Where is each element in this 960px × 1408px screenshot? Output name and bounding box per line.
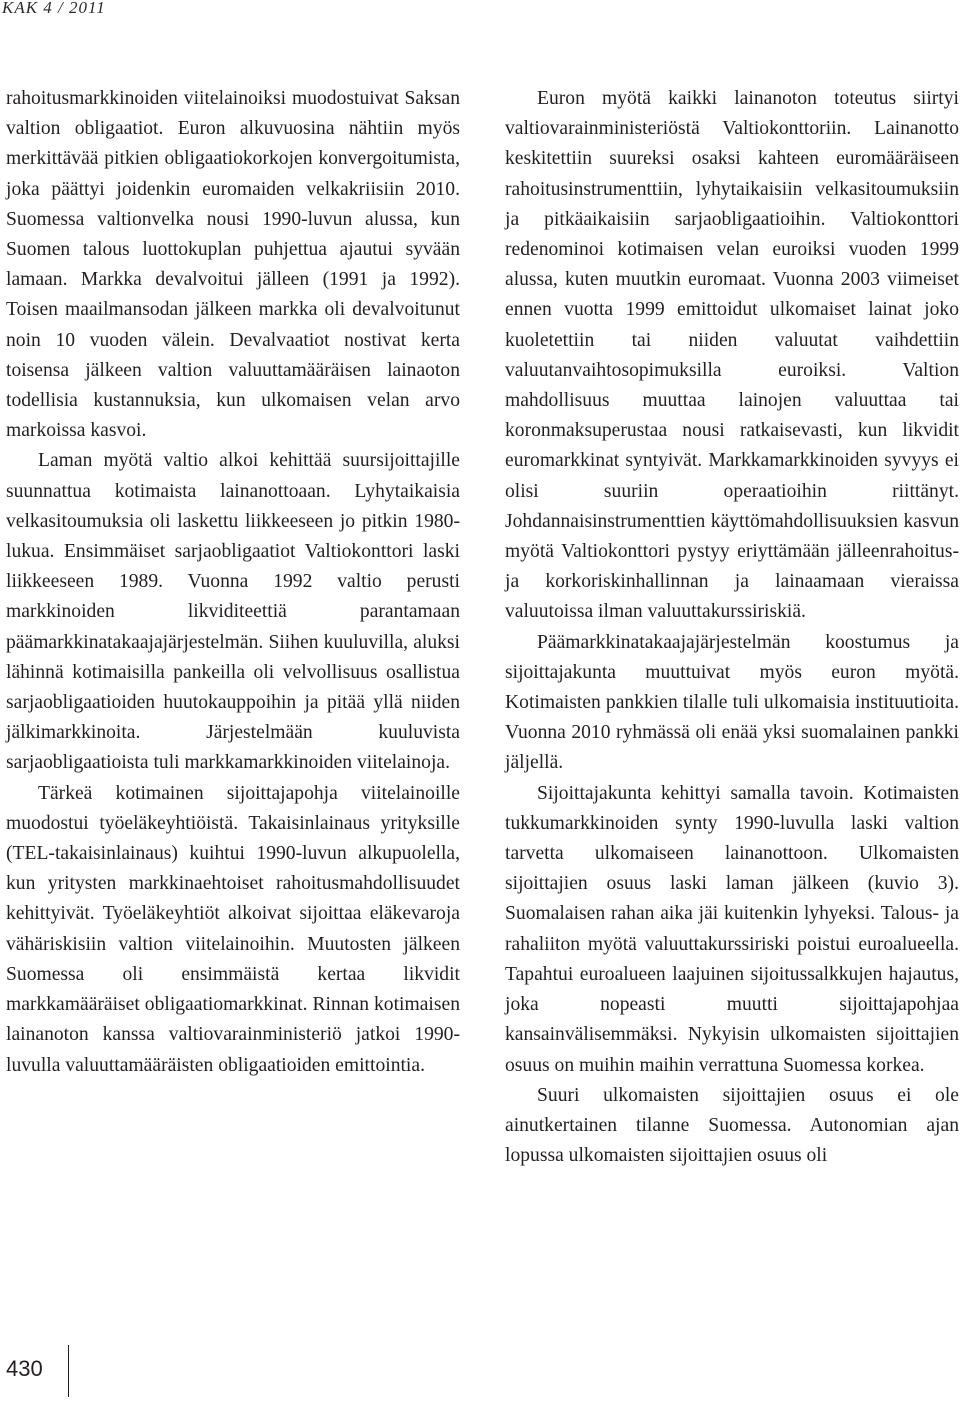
folio-divider (68, 1345, 69, 1397)
paragraph: Sijoittajakunta kehittyi samalla tavoin. Kotimaisten tukkumarkkinoiden synty 1990-luvulla laski valtion tarvetta ulkomaiseen lainanottoon. Ulkomaisten sijoittajien osuus laski laman jälkeen (kuvio 3). Suomalaisen rahan aika jäi kuitenkin lyhyeksi. Talous- ja rahaliiton myötä valuuttakurssiriski poistui euroalueella. Tapahtui euroalueen laajuinen sijoitussalkkujen hajautus, joka nopeasti muutti sijoittajapohjaa kansainvälisemmäksi. Nykyisin ulkomaisten sijoittajien osuus on muihin maihin verrattuna Suomessa korkea. (505, 782, 959, 1076)
paragraph: Päämarkkinatakaajajärjestelmän koostumus ja sijoittajakunta muuttuivat myös euron myötä. Kotimaisten pankkien tilalle tuli ulkomaisia instituutioita. Vuonna 2010 ryhmässä oli enää yksi suomalainen pankki jäljellä. (505, 631, 959, 774)
paragraph: rahoitusmarkkinoiden viitelainoiksi muodostuivat Saksan valtion obligaatiot. Euron alkuvuosina nähtiin myös merkittävää pitkien obligaatiokorkojen konvergoitumista, joka päättyi joidenkin euromaiden velkakriisiin 2010. Suomessa valtionvelka nousi 1990-luvun alussa, kun Suomen talous luottokuplan puhjettua ajautui syvään lamaan. Markka devalvoitui jälleen (1991 ja 1992). Toisen maailmansodan jälkeen markka oli devalvoitunut noin 10 vuoden välein. Devalvaatiot nostivat kerta toisensa jälkeen valtion valuuttamääräisen lainaoton todellisia kustannuksia, kun ulkomaisen velan arvo markoissa kasvoi. (6, 88, 460, 442)
paragraph: Suuri ulkomaisten sijoittajien osuus ei ole ainutkertainen tilanne Suomessa. Autonomian ajan lopussa ulkomaisten sijoittajien osuus oli (505, 1084, 959, 1167)
paragraph: Euron myötä kaikki lainanoton toteutus siirtyi valtiovarainministeriöstä Valtiokonttoriin. Lainanotto keskitettiin suureksi osaksi kahteen euromääräiseen rahoitusinstrumenttiin, lyhytaikaisiin velkasitoumuksiin ja pitkäaikaisiin sarjaobligaatioihin. Valtiokonttori redenominoi kotimaisen velan euroiksi vuoden 1999 alussa, kuten muutkin euromaat. Vuonna 2003 viimeiset ennen vuotta 1999 emittoidut ulkomaiset lainat joko kuoletettiin tai niiden valuutat vaihdettiin valuutanvaihtosopimuksilla euroiksi. Valtion mahdollisuus muuttaa lainojen valuuttaa tai koronmaksuperustaa nousi ratkaisevasti, kun likvidit euromarkkinat syntyivät. Markkamarkkinoiden syvyys ei olisi suuriin operaatioihin riittänyt. Johdannaisinstrumenttien käyttömahdollisuuksien kasvun myötä Valtiokonttori pystyy eriyttämään jälleenrahoitus- ja korkoriskinhallinnan ja lainaamaan vieraissa valuutoissa ilman valuuttakurssiriskiä. (505, 88, 959, 623)
paragraph: Tärkeä kotimainen sijoittajapohja viitelainoille muodostui työeläkeyhtiöistä. Takaisinlainaus yrityksille (TEL-takaisinlainaus) kuihtui 1990-luvun alkupuolella, kun yritysten markkinaehtoiset rahoitusmahdollisuudet kehittyivät. Työeläkeyhtiöt alkoivat sijoittaa eläkevaroja vähäriskisiin valtion viitelainoihin. Muutosten jälkeen Suomessa oli ensimmäistä kertaa likvidit markkamääräiset obligaatiomarkkinat. Rinnan kotimaisen lainanoton kanssa valtiovarainministeriö jatkoi 1990-luvulla valuuttamääräisten obligaatioiden emittointia. (6, 782, 460, 1076)
running-head: KAK 4 / 2011 (2, 0, 106, 17)
page-number: 430 (6, 1356, 43, 1381)
left-column (6, 84, 460, 1081)
paragraph: Laman myötä valtio alkoi kehittää suursijoittajille suunnattua kotimaista lainanottoaan. Lyhytaikaisia velkasitoumuksia oli laskettu liikkeeseen jo pitkin 1980-lukua. Ensimmäiset sarjaobligaatiot Valtiokonttori laski liikkeeseen 1989. Vuonna 1992 valtio perusti markkinoiden likviditeettiä parantamaan päämarkkinatakaajajärjestelmän. Siihen kuuluvilla, aluksi lähinnä kotimaisilla pankeilla oli velvollisuus osallistua sarjaobligaatioiden huutokauppoihin ja pitää yllä niiden jälkimarkkinoita. Järjestelmään kuuluvista sarjaobligaatioista tuli markkamarkkinoiden viitelainoja. (6, 450, 460, 774)
right-column (505, 84, 959, 1171)
